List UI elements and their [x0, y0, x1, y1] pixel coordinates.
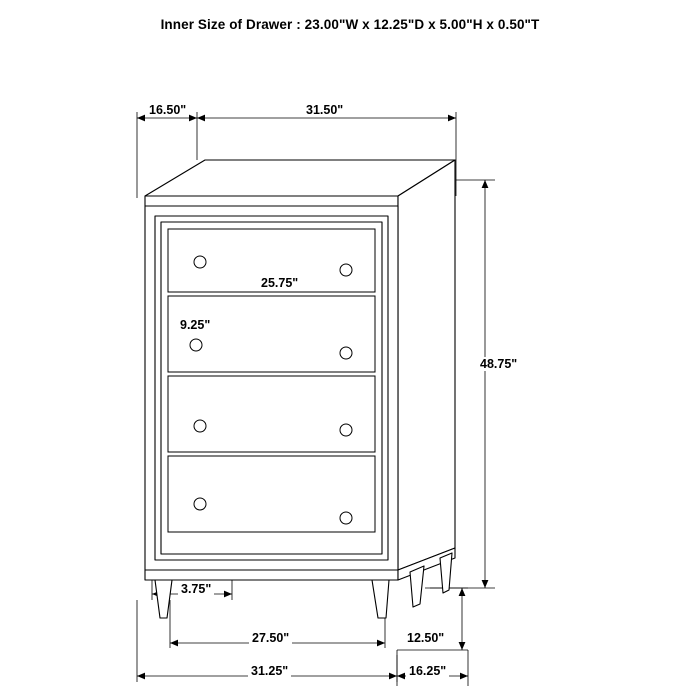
- dim-drawer-front-width: 25.75": [258, 276, 301, 290]
- dim-overall-height: 48.75": [477, 357, 520, 371]
- drawer-2: [168, 296, 375, 372]
- dim-drawer-front-height: 9.25": [177, 318, 213, 332]
- dim-width-top: 31.50": [303, 103, 346, 117]
- dim-base-depth-large: 16.25": [406, 664, 449, 678]
- drawer-3: [168, 376, 375, 452]
- dim-base-outer-width: 31.25": [248, 664, 291, 678]
- dim-base-depth-small: 12.50": [404, 631, 447, 645]
- dim-base-inner-width: 27.50": [249, 631, 292, 645]
- page-title: Inner Size of Drawer : 23.00"W x 12.25"D x 5.00"H x 0.50"T: [160, 17, 540, 32]
- dim-depth-top: 16.50": [146, 103, 189, 117]
- dim-leg-height: 3.75": [178, 582, 214, 596]
